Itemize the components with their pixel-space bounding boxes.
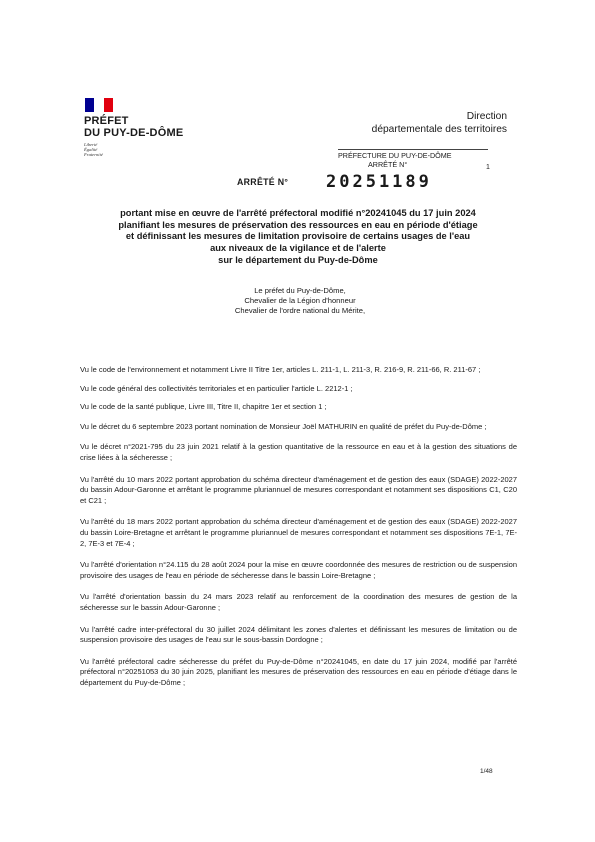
visa-paragraph: Vu l'arrêté d'orientation bassin du 24 mars 2023 relatif au renforcement de la coordination des mesures de gestion de la sécheresse sur le bassin Adour-Garonne ; xyxy=(80,592,517,612)
stamp-line2: ARRÊTÉ N° xyxy=(368,160,408,169)
motto-liberte: Liberté xyxy=(84,142,98,147)
motto-fraternite: Fraternité xyxy=(84,152,103,158)
title-line: portant mise en œuvre de l'arrêté préfectoral modifié n°20241045 du 17 juin 2024 xyxy=(120,208,476,218)
flag-blue-stripe xyxy=(85,98,94,112)
prefet-line1: PRÉFET xyxy=(84,115,129,127)
title-line: planifiant les mesures de préservation des ressources en eau en période d'étiage xyxy=(118,219,478,230)
prefet-logo xyxy=(84,98,224,158)
prefet-block xyxy=(180,286,420,317)
title-line: sur le département du Puy-de-Dôme xyxy=(218,254,378,265)
visas-list xyxy=(80,365,517,688)
direction-line1: Direction xyxy=(466,111,507,122)
prefet-title-line: Chevalier de la Légion d'honneur xyxy=(244,296,356,306)
prefet-title-line: Chevalier de l'ordre national du Mérite, xyxy=(234,306,366,316)
visa-paragraph: Vu l'arrêté du 10 mars 2022 portant approbation du schéma directeur d'aménagement et de gestion des eaux (SDAGE) 2022-2027 du bassin Adour-Garonne et arrêtant le programme pluriannuel de mesures correspondant et notamment ses dispositions C1, C20 et C21 ; xyxy=(80,474,517,505)
prefet-title-line: Le préfet du Puy-de-Dôme, xyxy=(254,286,346,295)
arrete-number: 20251189 xyxy=(326,172,432,192)
visa-paragraph: Vu le code de la santé publique, Livre III, Titre II, chapitre 1er et section 1 ; xyxy=(80,402,327,412)
visa-paragraph: Vu l'arrêté d'orientation n°24.115 du 28 août 2024 pour la mise en œuvre coordonnée des mesures de restriction ou de suspension provisoire des usages de l'eau en période de sécheresse dans le bassin Loire-Bretagne ; xyxy=(80,560,517,580)
prefet-line2: DU PUY-DE-DÔME xyxy=(84,127,184,139)
motto-egalite: Égalité xyxy=(84,147,98,153)
direction-line2: départementale des territoires xyxy=(371,124,507,135)
visa-paragraph: Vu l'arrêté du 18 mars 2022 portant approbation du schéma directeur d'aménagement et de gestion des eaux (SDAGE) 2022-2027 du bassin Loire-Bretagne et arrêtant le programme pluriannuel de mesures correspondant et notamment ses dispositions 7E-1, 7E-2, 7E-3 et 7E-4 ; xyxy=(80,517,517,548)
document-title xyxy=(78,208,518,267)
title-line: et définissant les mesures de limitation provisoire de certains usages de l'eau xyxy=(125,231,471,242)
stamp-line1: PRÉFECTURE DU PUY-DE-DÔME xyxy=(338,149,488,160)
page-number: 1/48 xyxy=(480,768,493,775)
french-flag-icon xyxy=(85,98,113,112)
stamp-mark: 1 xyxy=(486,164,490,171)
visa-paragraph: Vu le code de l'environnement et notamment Livre II Titre 1er, articles L. 211-1, L. 211-3, R. 216-9, R. 211-66, R. 211-67 ; xyxy=(80,365,481,374)
visa-paragraph: Vu le décret n°2021-795 du 23 juin 2021 relatif à la gestion quantitative de la ressource en eau et à la gestion des situations de crise liées à la sécheresse ; xyxy=(80,442,517,462)
title-line: aux niveaux de la vigilance et de l'alerte xyxy=(210,243,386,254)
visa-paragraph: Vu l'arrêté cadre inter-préfectoral du 30 juillet 2024 délimitant les zones d'alertes et définissant les mesures de limitation ou de suspension provisoire des usages de l'eau sur le sous-bassin Dordogne ; xyxy=(80,624,517,645)
flag-white-stripe xyxy=(94,98,103,112)
direction-header xyxy=(372,110,507,136)
visa-paragraph: Vu le décret du 6 septembre 2023 portant nomination de Monsieur Joël MATHURIN en qualité de préfet du Puy-de-Dôme ; xyxy=(80,421,487,431)
arrete-label: ARRÊTÉ N° xyxy=(237,177,289,187)
visa-paragraph: Vu le code général des collectivités territoriales et en particulier l'article L. 2212-1 ; xyxy=(80,383,353,393)
republic-motto xyxy=(84,142,224,158)
prefecture-stamp xyxy=(338,149,488,169)
flag-red-stripe xyxy=(104,98,113,112)
visa-paragraph: Vu l'arrêté préfectoral cadre sécheresse du préfet du Puy-de-Dôme n°20241045, en date du 17 juin 2024, modifié par l'arrêté préfectoral n°20251053 du 30 juin 2025, planifiant les mesures de préservation des ressources en eau en période d'étiage dans le département du Puy-de-Dôme ; xyxy=(80,656,517,687)
